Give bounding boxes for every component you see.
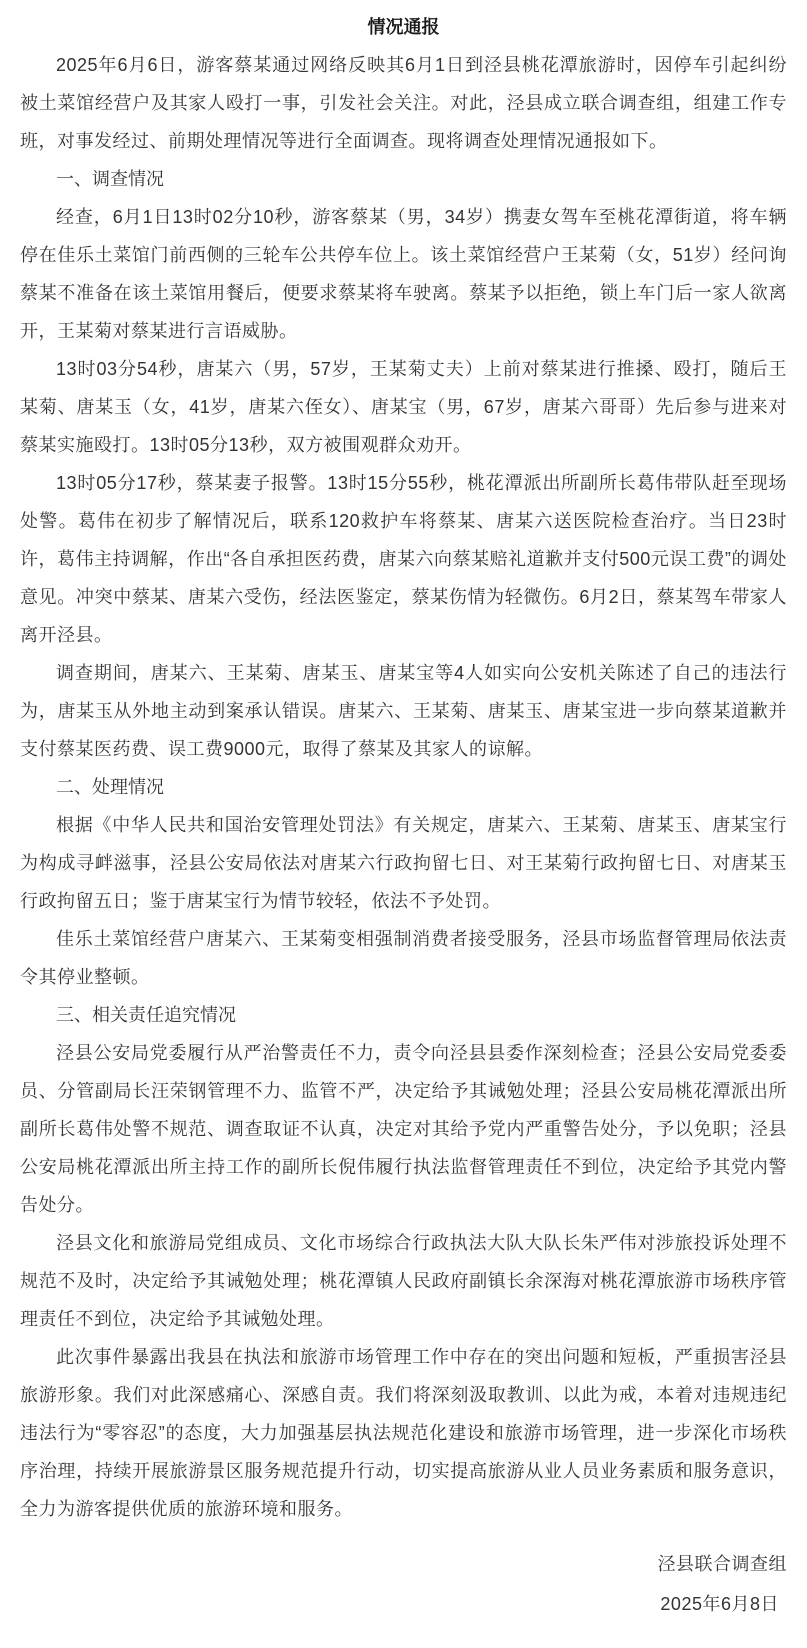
section-2-paragraph-2: 佳乐土菜馆经营户唐某六、王某菊变相强制消费者接受服务，泾县市场监督管理局依法责令其停业整顿。	[20, 929, 787, 987]
section-1-paragraph-4: 调查期间，唐某六、王某菊、唐某玉、唐某宝等4人如实向公安机关陈述了自己的违法行为，唐某玉从外地主动到案承认错误。唐某六、王某菊、唐某玉、唐某宝进一步向蔡某道歉并支付蔡某医药费、误工费9000元，取得了蔡某及其家人的谅解。	[20, 663, 787, 759]
section-2-paragraph-1: 根据《中华人民共和国治安管理处罚法》有关规定，唐某六、王某菊、唐某玉、唐某宝行为构成寻衅滋事，泾县公安局依法对唐某六行政拘留七日、对王某菊行政拘留七日、对唐某玉行政拘留五日；鉴于唐某宝行为情节较轻，依法不予处罚。	[20, 815, 787, 911]
signature-issuer: 泾县联合调查组	[657, 1554, 787, 1574]
signature-date: 2025年6月8日	[660, 1594, 779, 1614]
section-1-paragraph-2: 13时03分54秒，唐某六（男，57岁，王某菊丈夫）上前对蔡某进行推搡、殴打，随后王某菊、唐某玉（女，41岁，唐某六侄女）、唐某宝（男，67岁，唐某六哥哥）先后参与进来对蔡某实施殴打。13时05分13秒，双方被围观群众劝开。	[20, 359, 787, 455]
document-title: 情况通报	[367, 17, 440, 37]
section-2-heading: 二、处理情况	[56, 777, 164, 797]
signature-block	[20, 1544, 787, 1624]
section-3-paragraph-1: 泾县公安局党委履行从严治警责任不力，责令向泾县县委作深刻检查；泾县公安局党委委员、分管副局长汪荣钢管理不力、监管不严，决定给予其诫勉处理；泾县公安局桃花潭派出所副所长葛伟处警不规范、调查取证不认真，决定对其给予党内严重警告处分，予以免职；泾县公安局桃花潭派出所主持工作的副所长倪伟履行执法监督管理责任不到位，决定给予其党内警告处分。	[20, 1043, 787, 1215]
section-3-paragraph-3: 此次事件暴露出我县在执法和旅游市场管理工作中存在的突出问题和短板，严重损害泾县旅游形象。我们对此深感痛心、深感自责。我们将深刻汲取教训、以此为戒，本着对违规违纪违法行为“零容忍”的态度，大力加强基层执法规范化建设和旅游市场管理，进一步深化市场秩序治理，持续开展旅游景区服务规范提升行动，切实提高旅游从业人员业务素质和服务意识，全力为游客提供优质的旅游环境和服务。	[20, 1347, 787, 1519]
section-3-heading: 三、相关责任追究情况	[56, 1005, 236, 1025]
section-1-paragraph-1: 经查，6月1日13时02分10秒，游客蔡某（男，34岁）携妻女驾车至桃花潭街道，将车辆停在佳乐土菜馆门前西侧的三轮车公共停车位上。该土菜馆经营户王某菊（女，51岁）经问询蔡某不准备在该土菜馆用餐后，便要求蔡某将车驶离。蔡某予以拒绝，锁上车门后一家人欲离开，王某菊对蔡某进行言语威胁。	[20, 207, 787, 341]
section-1-paragraph-3: 13时05分17秒，蔡某妻子报警。13时15分55秒，桃花潭派出所副所长葛伟带队赶至现场处警。葛伟在初步了解情况后，联系120救护车将蔡某、唐某六送医院检查治疗。当日23时许，葛伟主持调解，作出“各自承担医药费，唐某六向蔡某赔礼道歉并支付500元误工费”的调处意见。冲突中蔡某、唐某六受伤，经法医鉴定，蔡某伤情为轻微伤。6月2日，蔡某驾车带家人离开泾县。	[20, 473, 787, 645]
intro-paragraph: 2025年6月6日，游客蔡某通过网络反映其6月1日到泾县桃花潭旅游时，因停车引起纠纷被土菜馆经营户及其家人殴打一事，引发社会关注。对此，泾县成立联合调查组，组建工作专班，对事发经过、前期处理情况等进行全面调查。现将调查处理情况通报如下。	[20, 55, 787, 151]
section-1-heading: 一、调查情况	[56, 169, 164, 189]
section-3-paragraph-2: 泾县文化和旅游局党组成员、文化市场综合行政执法大队大队长朱严伟对涉旅投诉处理不规范不及时，决定给予其诫勉处理；桃花潭镇人民政府副镇长余深海对桃花潭旅游市场秩序管理责任不到位，决定给予其诫勉处理。	[20, 1233, 787, 1329]
